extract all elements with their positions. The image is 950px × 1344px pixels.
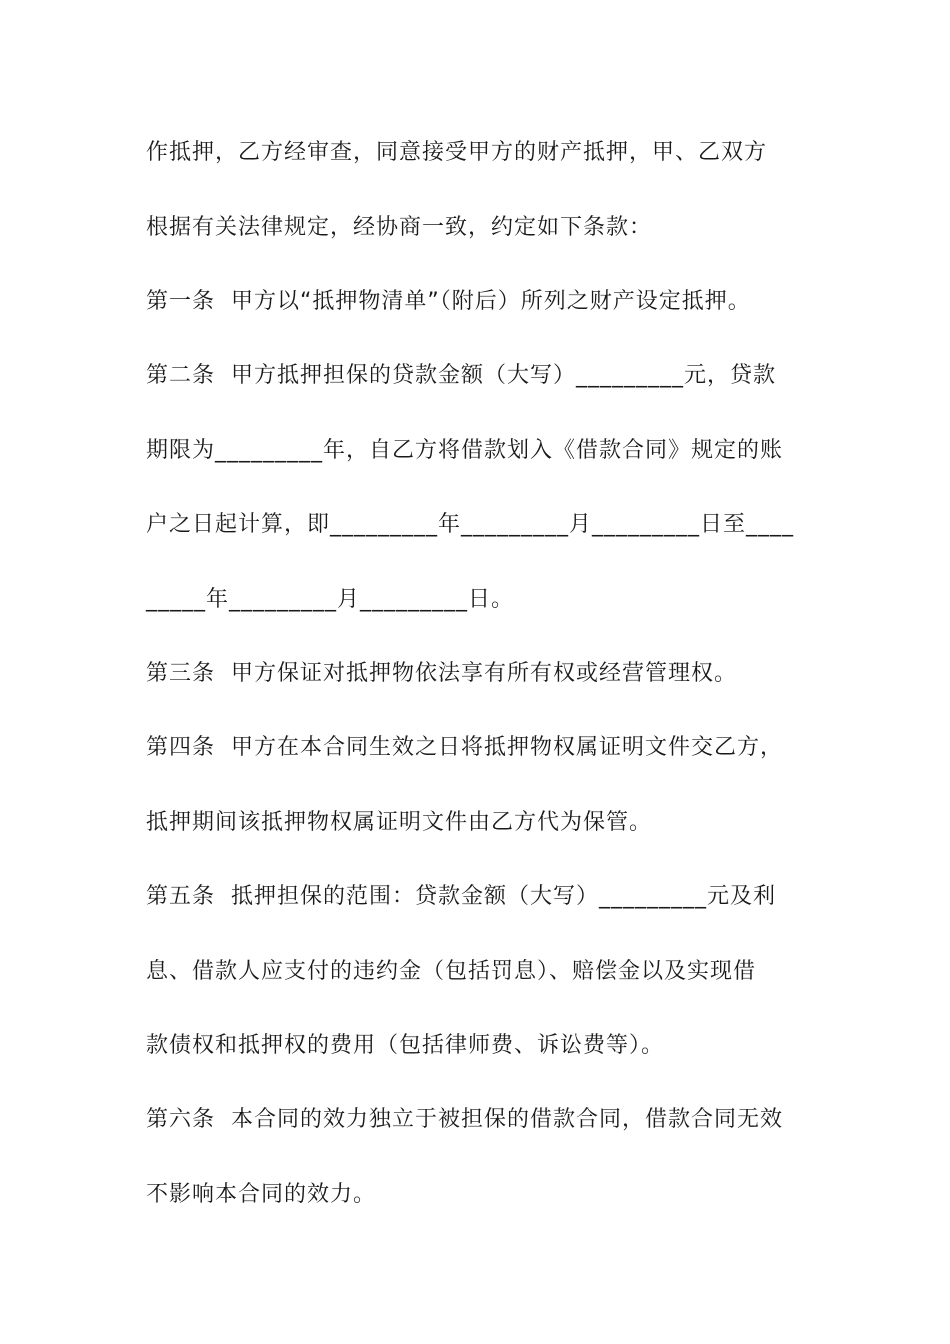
clause-2: 第二条 甲方抵押担保的贷款金额（大写）_________元，贷款 [146, 363, 776, 388]
text-line: _____年_________月_________日。 [146, 587, 515, 612]
clause-5: 第五条 抵押担保的范围：贷款金额（大写）_________元及利 [146, 884, 776, 909]
clause-6: 第六条 本合同的效力独立于被担保的借款合同，借款合同无效 [146, 1107, 783, 1132]
text-line: 根据有关法律规定，经协商一致，约定如下条款： [146, 215, 653, 240]
clause-3: 第三条 甲方保证对抵押物依法享有所有权或经营管理权。 [146, 661, 737, 686]
clause-1: 第一条 甲方以“抵押物清单”（附后）所列之财产设定抵押。 [146, 289, 751, 314]
text-line: 款债权和抵押权的费用（包括律师费、诉讼费等）。 [146, 1033, 665, 1058]
text-line: 作抵押，乙方经审查，同意接受甲方的财产抵押，甲、乙双方 [146, 140, 768, 165]
text-line: 不影响本合同的效力。 [146, 1182, 377, 1207]
text-line: 息、借款人应支付的违约金（包括罚息）、赔偿金以及实现借 [146, 959, 757, 984]
text-line: 期限为_________年，自乙方将借款划入《借款合同》规定的账 [146, 438, 784, 463]
clause-4: 第四条 甲方在本合同生效之日将抵押物权属证明文件交乙方， [146, 735, 783, 760]
text-line: 抵押期间该抵押物权属证明文件由乙方代为保管。 [146, 810, 653, 835]
text-line: 户之日起计算，即_________年_________月_________日至____ [146, 512, 795, 537]
